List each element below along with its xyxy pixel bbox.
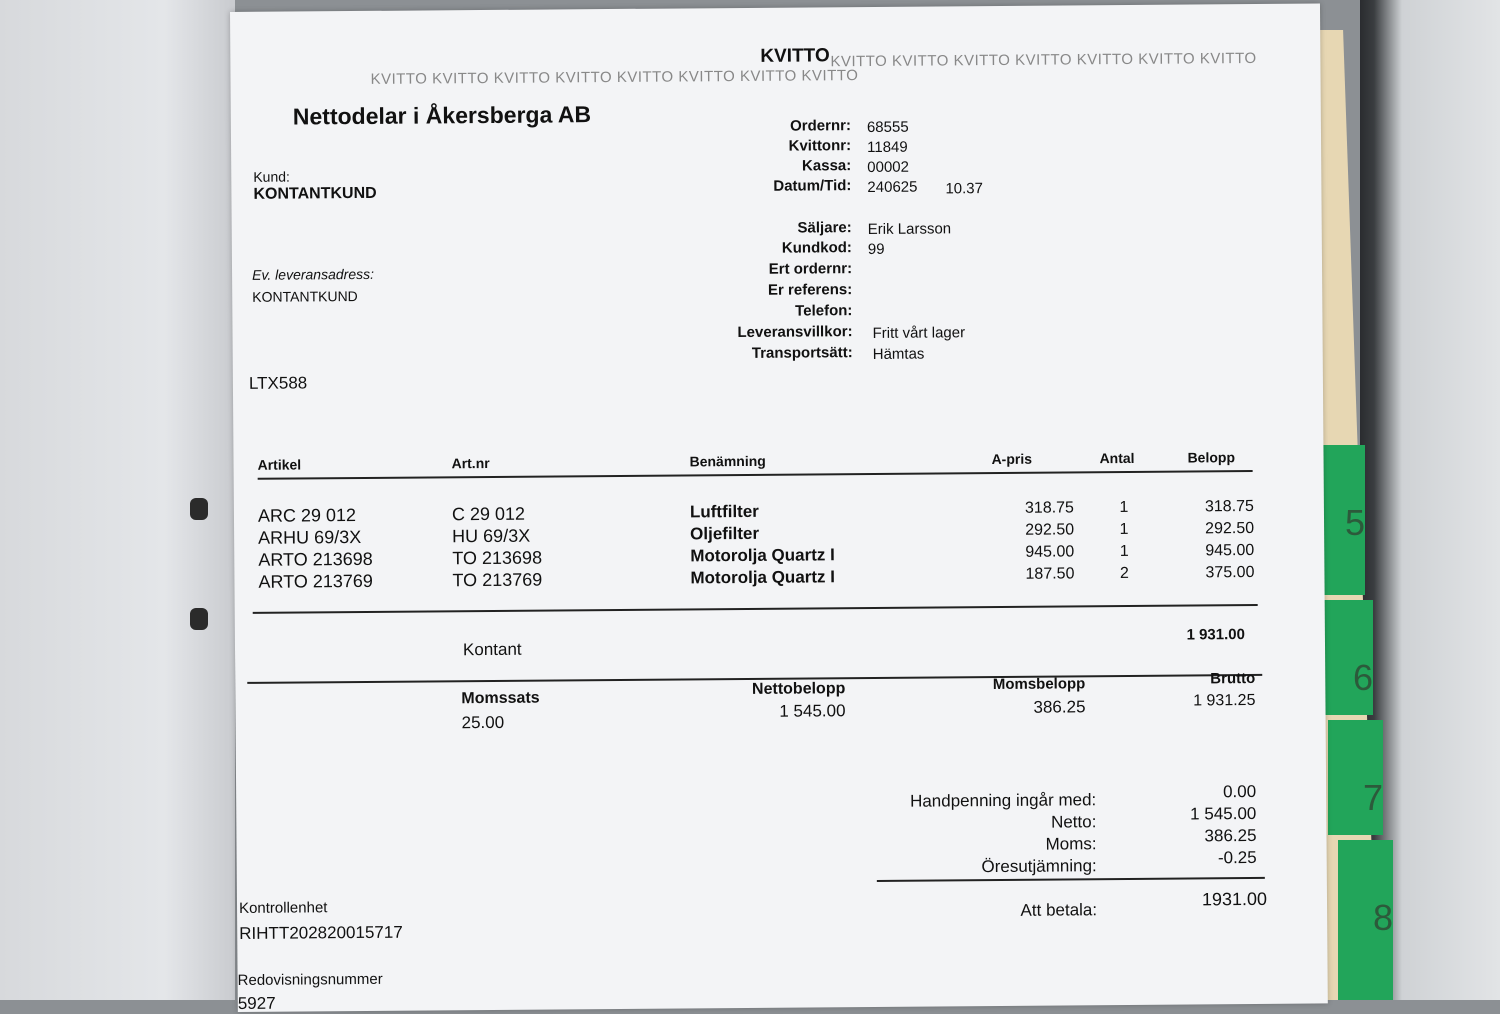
cell-apris: 292.50 <box>1025 521 1075 539</box>
cell-apris: 318.75 <box>1024 499 1074 517</box>
divider-tab[interactable]: 8 <box>1338 840 1393 1000</box>
meta-label: Kundkod: <box>781 239 852 257</box>
divider <box>877 877 1265 882</box>
meta-label: Transportsätt: <box>751 344 853 362</box>
registration-number: LTX588 <box>248 373 308 393</box>
kontrollenhet-value: RIHTT202820015717 <box>239 922 403 943</box>
momssats-label: Momssats <box>461 689 540 708</box>
divider <box>253 604 1258 614</box>
meta-label: Ert ordernr: <box>768 260 853 278</box>
summary-label: Moms: <box>1045 834 1097 854</box>
cell-belopp: 292.50 <box>1205 519 1255 538</box>
cell-benamning: Motorolja Quartz I <box>690 567 836 588</box>
meta-label: Kvittonr: <box>788 137 852 155</box>
watermark-right: KVITTO KVITTO KVITTO KVITTO KVITTO KVITTO KVITTO <box>830 49 1257 71</box>
meta-value: 68555 <box>866 118 909 137</box>
cell-apris: 187.50 <box>1025 565 1075 583</box>
brutto-label: Brutto <box>1210 669 1256 688</box>
meta-label: Ordernr: <box>790 117 851 135</box>
divider-tab[interactable]: 5 <box>1310 445 1365 595</box>
meta-value: 99 <box>867 240 885 258</box>
redovisning-label: Redovisningsnummer <box>237 970 383 989</box>
meta-value: 00002 <box>867 158 910 176</box>
cell-belopp: 318.75 <box>1204 497 1254 516</box>
payment-amount: 1 931.00 <box>1186 626 1245 644</box>
meta-label: Säljare: <box>797 219 852 237</box>
cell-artnr: TO 213769 <box>452 569 543 591</box>
cell-antal: 1 <box>1119 520 1129 539</box>
cell-antal: 1 <box>1119 542 1129 561</box>
summary-label: Öresutjämning: <box>981 856 1097 877</box>
meta-value: Hämtas <box>872 345 925 363</box>
divider-tab[interactable]: 7 <box>1328 720 1383 835</box>
meta-time: 10.37 <box>945 180 984 198</box>
meta-label: Leveransvillkor: <box>737 323 853 342</box>
leverans-value: KONTANTKUND <box>252 288 358 305</box>
receipt-title: KVITTO <box>760 45 830 67</box>
att-betala-label: Att betala: <box>1020 900 1098 920</box>
cell-artnr: C 29 012 <box>451 503 526 525</box>
redovisning-value: 5927 <box>237 993 276 1013</box>
leverans-label: Ev. leveransadress: <box>252 265 375 283</box>
cell-benamning: Luftfilter <box>689 501 759 522</box>
meta-value: 11849 <box>867 138 908 157</box>
col-benamning: Benämning <box>689 452 766 470</box>
col-belopp: Belopp <box>1187 449 1236 466</box>
meta-label: Datum/Tid: <box>773 177 852 195</box>
meta-label: Er referens: <box>767 281 853 299</box>
receipt-paper <box>230 3 1328 1012</box>
meta-value: Fritt vårt lager <box>872 324 966 342</box>
kund-value: KONTANTKUND <box>253 184 377 203</box>
att-betala-value: 1931.00 <box>1201 888 1268 910</box>
momssats-value: 25.00 <box>461 712 505 733</box>
watermark-left: KVITTO KVITTO KVITTO KVITTO KVITTO KVITTO KVITTO KVITTO <box>370 67 859 88</box>
col-antal: Antal <box>1099 449 1135 467</box>
binder-ring <box>190 608 208 630</box>
cell-benamning: Motorolja Quartz I <box>690 545 835 566</box>
cell-belopp: 375.00 <box>1205 563 1255 582</box>
meta-label: Telefon: <box>795 302 853 320</box>
summary-label: Netto: <box>1050 812 1097 832</box>
cell-artikel: ARTO 213769 <box>258 570 373 592</box>
cell-benamning: Oljefilter <box>690 523 760 544</box>
cell-apris: 945.00 <box>1025 543 1075 561</box>
meta-value: Erik Larsson <box>867 220 952 238</box>
company-name: Nettodelar i Åkersberga AB <box>292 101 592 130</box>
cell-belopp: 945.00 <box>1205 541 1255 560</box>
col-apris: A-pris <box>991 450 1033 468</box>
col-artnr: Art.nr <box>451 454 490 472</box>
col-artikel: Artikel <box>257 456 302 473</box>
nettobelopp-value: 1 545.00 <box>779 701 846 721</box>
cell-artikel: ARTO 213698 <box>258 548 373 570</box>
brutto-value: 1 931.25 <box>1193 691 1256 710</box>
divider-tab[interactable]: 6 <box>1318 600 1373 715</box>
meta-value: 240625 <box>867 178 918 196</box>
binder-ring <box>190 498 208 520</box>
momsbelopp-label: Momsbelopp <box>992 675 1086 694</box>
payment-method: Kontant <box>462 639 522 660</box>
summary-value: 0.00 <box>1222 781 1257 802</box>
summary-value: 1 545.00 <box>1190 803 1257 824</box>
cell-artikel: ARHU 69/3X <box>258 526 362 548</box>
kund-label: Kund: <box>253 168 290 185</box>
summary-value: 386.25 <box>1204 825 1257 846</box>
cell-antal: 1 <box>1119 498 1129 517</box>
cell-artikel: ARC 29 012 <box>257 505 357 526</box>
cell-antal: 2 <box>1119 564 1129 583</box>
cell-artnr: HU 69/3X <box>452 525 531 547</box>
kontrollenhet-label: Kontrollenhet <box>238 899 328 917</box>
summary-value: -0.25 <box>1217 847 1257 868</box>
momsbelopp-value: 386.25 <box>1033 697 1086 717</box>
summary-label: Handpenning ingår med: <box>909 790 1097 811</box>
nettobelopp-label: Nettobelopp <box>751 680 846 698</box>
meta-label: Kassa: <box>801 157 852 175</box>
cell-artnr: TO 213698 <box>452 547 543 569</box>
